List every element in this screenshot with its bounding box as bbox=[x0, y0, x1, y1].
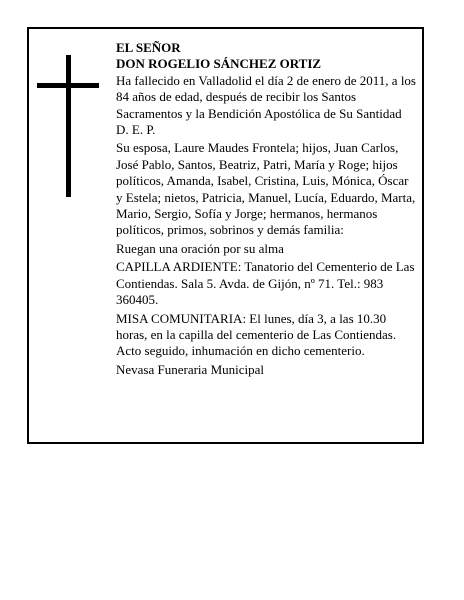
title-line-2: DON ROGELIO SÁNCHEZ ORTIZ bbox=[116, 56, 322, 72]
death-info: Ha fallecido en Valladolid el día 2 de enero de 2011, a los 84 años de edad, después de recibir los Santos Sacramentos y la Bendición Apostólica de Su Santidad D. E. P. bbox=[116, 72, 416, 138]
cross-vertical-bar bbox=[66, 55, 71, 197]
cross-horizontal-bar bbox=[37, 83, 99, 88]
deceased-title bbox=[116, 40, 416, 73]
family-list: Su esposa, Laure Maudes Frontela; hijos, Juan Carlos, José Pablo, Santos, Beatriz, Patri, María y Roge; hijos políticos, Amanda, Isabel, Cristina, Luis, Mónica, Óscar y Estela; nietos, Patricia, Manuel, Lucía, Eduardo, Marta, Mario, Sergio, Sofía y Jorge; hermanos, hermanos políticos, primos, sobrinos y demás familia: bbox=[116, 140, 416, 238]
funeral-home: Nevasa Funeraria Municipal bbox=[116, 361, 265, 377]
notice-text bbox=[116, 40, 416, 380]
obituary-notice bbox=[27, 27, 424, 444]
mass-info: MISA COMUNITARIA: El lunes, día 3, a las 10.30 horas, en la capilla del cementerio de Las Contiendas. Acto seguido, inhumación en dicho cementerio. bbox=[116, 310, 397, 359]
prayer-request: Ruegan una oración por su alma bbox=[116, 240, 284, 256]
title-line-1: EL SEÑOR bbox=[116, 40, 181, 55]
chapel-info: CAPILLA ARDIENTE: Tanatorio del Cementerio de Las Contiendas. Sala 5. Avda. de Gijón, nº 71. Tel.: 983 360405. bbox=[116, 259, 415, 308]
cross-icon bbox=[37, 55, 99, 197]
